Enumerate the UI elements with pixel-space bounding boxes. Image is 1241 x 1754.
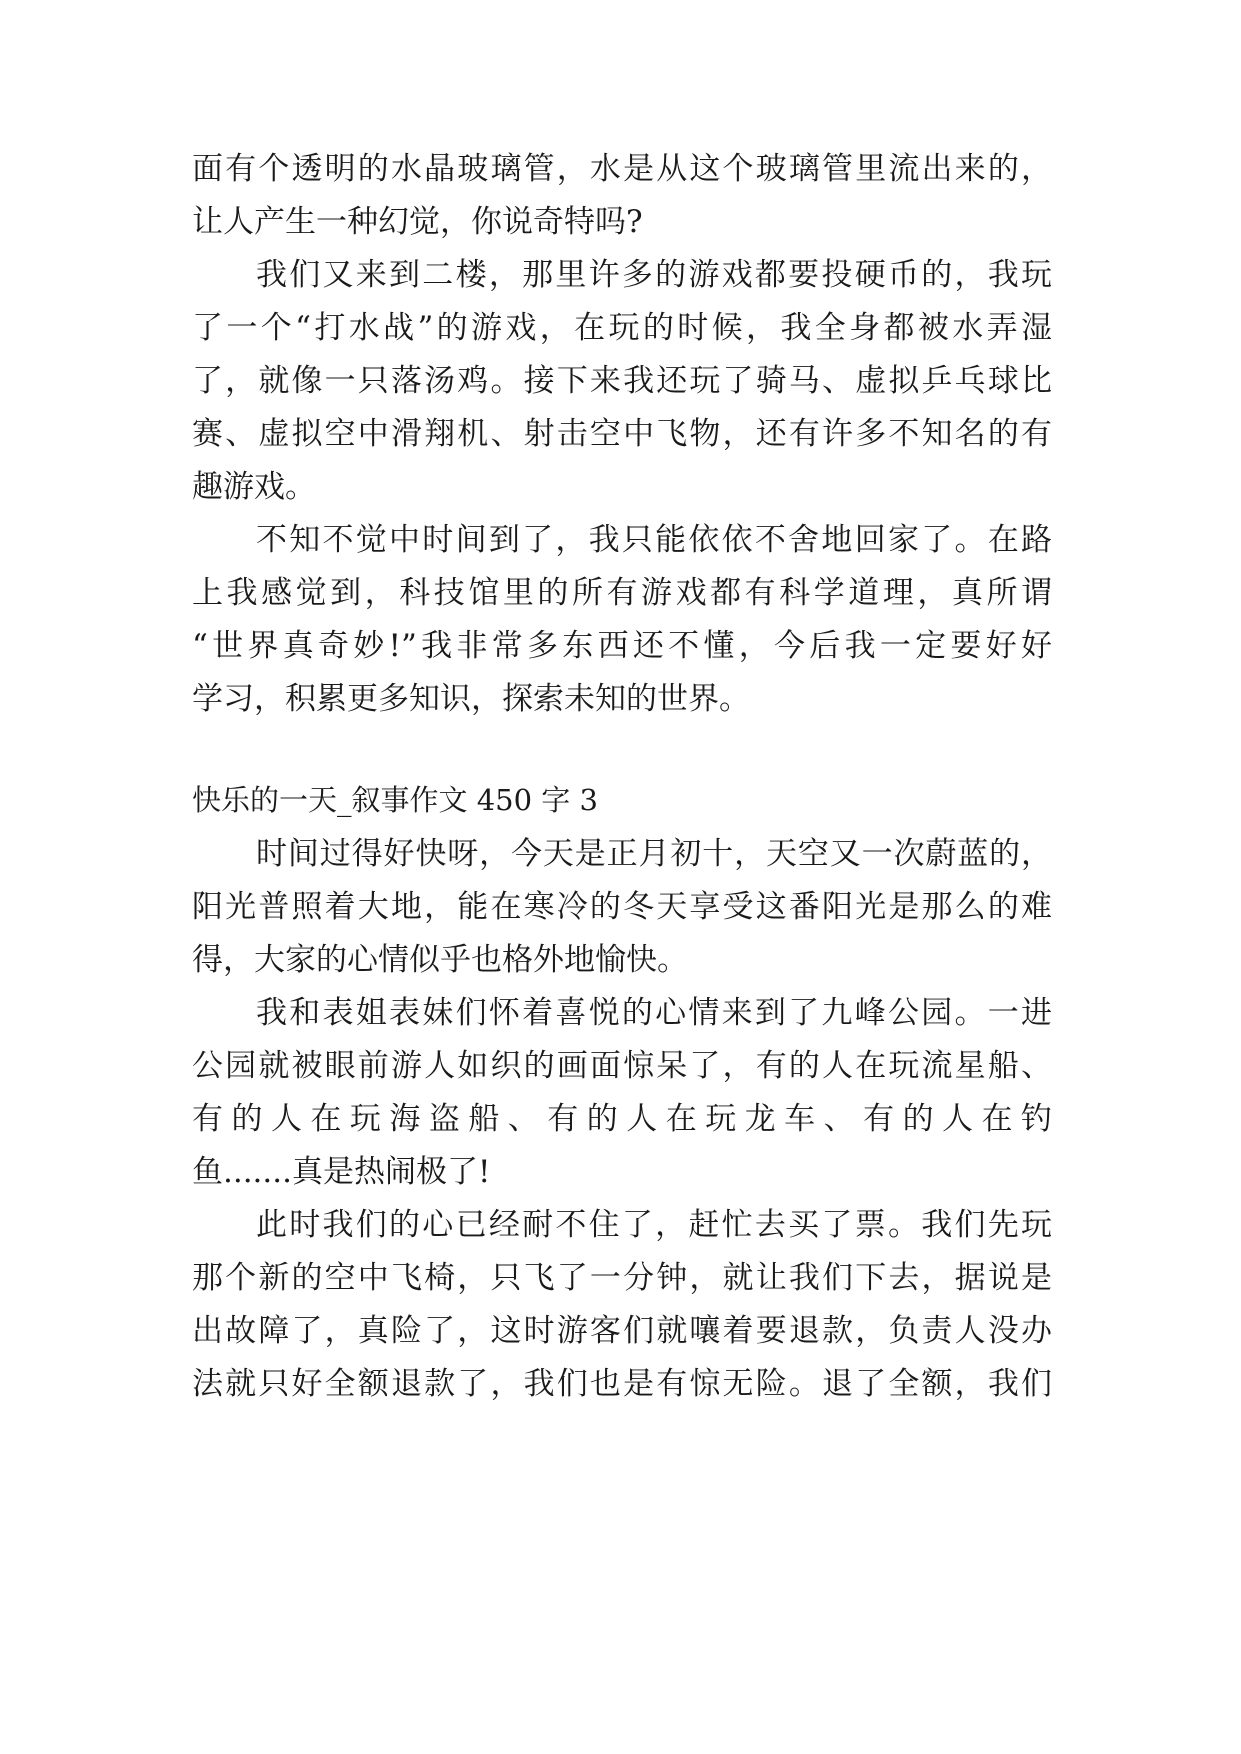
paragraph-line: 我们又来到二楼，那里许多的游戏都要投硬币的，我玩 (256, 257, 1052, 293)
paragraph-line: 鱼.......真是热闹极了! (192, 1154, 491, 1190)
paragraph-line: 有的人在玩海盗船、有的人在玩龙车、有的人在钓 (192, 1101, 1052, 1137)
essay-title: 快乐的一天_叙事作文 450 字 3 (192, 783, 598, 817)
paragraph-line: “世界真奇妙!”我非常多东西还不懂，今后我一定要好好 (192, 628, 1052, 664)
paragraph-line: 法就只好全额退款了，我们也是有惊无险。退了全额，我们 (192, 1366, 1052, 1402)
paragraph-line: 那个新的空中飞椅，只飞了一分钟，就让我们下去，据说是 (192, 1260, 1052, 1296)
paragraph-line: 不知不觉中时间到了，我只能依依不舍地回家了。在路 (256, 522, 1052, 558)
paragraph-line: 此时我们的心已经耐不住了，赶忙去买了票。我们先玩 (256, 1207, 1052, 1243)
paragraph-line: 上我感觉到，科技馆里的所有游戏都有科学道理，真所谓 (192, 575, 1052, 611)
paragraph-line: 赛、虚拟空中滑翔机、射击空中飞物，还有许多不知名的有 (192, 416, 1052, 452)
paragraph-line: 让人产生一种幻觉，你说奇特吗? (192, 204, 643, 240)
paragraph-line: 公园就被眼前游人如织的画面惊呆了，有的人在玩流星船、 (192, 1048, 1052, 1084)
paragraph-line: 我和表姐表妹们怀着喜悦的心情来到了九峰公园。一进 (256, 995, 1052, 1031)
paragraph-line: 趣游戏。 (192, 469, 316, 505)
paragraph-line: 得，大家的心情似乎也格外地愉快。 (192, 942, 688, 978)
paragraph-line: 时间过得好快呀，今天是正月初十，天空又一次蔚蓝的， (256, 836, 1052, 872)
paragraph-line: 学习，积累更多知识，探索未知的世界。 (192, 681, 750, 717)
paragraph-line: 出故障了，真险了，这时游客们就嚷着要退款，负责人没办 (192, 1313, 1052, 1349)
paragraph-line: 阳光普照着大地，能在寒冷的冬天享受这番阳光是那么的难 (192, 889, 1052, 925)
paragraph-line: 了，就像一只落汤鸡。接下来我还玩了骑马、虚拟乒乓球比 (192, 363, 1052, 399)
paragraph-line: 面有个透明的水晶玻璃管，水是从这个玻璃管里流出来的， (192, 151, 1052, 187)
paragraph-line: 了一个“打水战”的游戏，在玩的时候，我全身都被水弄湿 (192, 310, 1052, 346)
